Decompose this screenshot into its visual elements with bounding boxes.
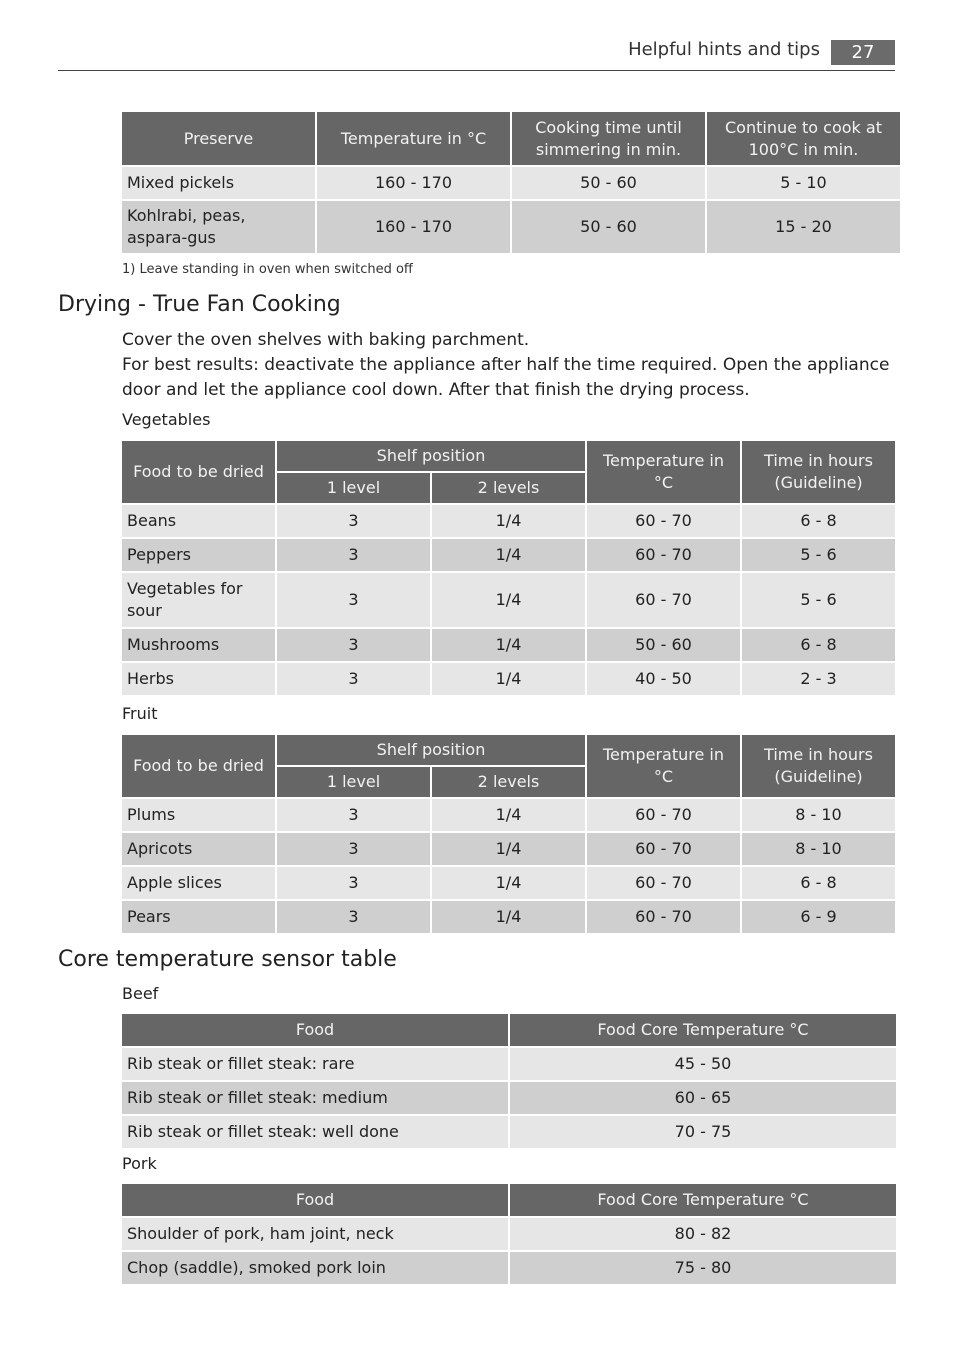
preserve-header-cell: Cooking time until simmering in min. (512, 112, 705, 165)
table-cell: Peppers (122, 539, 275, 571)
table-cell: 1/4 (432, 833, 585, 865)
table-cell: Plums (122, 799, 275, 831)
table-cell: 1/4 (432, 573, 585, 627)
table-cell: 70 - 75 (510, 1116, 896, 1148)
table-cell: 60 - 70 (587, 867, 740, 899)
header-food: Food (122, 1184, 508, 1216)
header-core-temperature: Food Core Temperature °C (510, 1014, 896, 1046)
table-cell: 15 - 20 (707, 201, 900, 253)
table-cell: 160 - 170 (317, 201, 510, 253)
table-row (122, 1082, 896, 1114)
drying-instruction: For best results: deactivate the appliance after half the time required. Open the appliance door and let the appliance cool down. After that finish the drying process. (122, 355, 890, 400)
table-row (122, 663, 895, 695)
header-1-level: 1 level (277, 473, 430, 503)
page-number: 27 (831, 40, 895, 65)
table-row (122, 867, 895, 899)
subheading-pork: Pork (122, 1154, 157, 1173)
subheading-beef: Beef (122, 984, 159, 1003)
subheading-vegetables: Vegetables (122, 410, 211, 429)
table-cell: 8 - 10 (742, 799, 895, 831)
header-core-temperature: Food Core Temperature °C (510, 1184, 896, 1216)
header-temperature: Temperature in °C (587, 441, 740, 503)
table-row (122, 539, 895, 571)
table-cell: Rib steak or fillet steak: well done (122, 1116, 508, 1148)
running-header-title: Helpful hints and tips (628, 39, 820, 60)
table-row (122, 901, 895, 933)
table-cell: 60 - 70 (587, 573, 740, 627)
table-cell: Herbs (122, 663, 275, 695)
table-cell: 6 - 8 (742, 867, 895, 899)
table-cell: 45 - 50 (510, 1048, 896, 1080)
preserve-header-cell: Preserve (122, 112, 315, 165)
table-cell: 1/4 (432, 901, 585, 933)
table-cell: 80 - 82 (510, 1218, 896, 1250)
table-cell: 3 (277, 573, 430, 627)
table-cell: 60 - 70 (587, 833, 740, 865)
table-cell: 5 - 6 (742, 539, 895, 571)
table-cell: 50 - 60 (512, 167, 705, 199)
table-cell: 60 - 70 (587, 505, 740, 537)
table-cell: Pears (122, 901, 275, 933)
table-cell: 1/4 (432, 629, 585, 661)
table-row (122, 1218, 896, 1250)
fruit-table (120, 733, 897, 935)
table-cell: 8 - 10 (742, 833, 895, 865)
table-cell: 1/4 (432, 539, 585, 571)
table-row (122, 573, 895, 627)
table-row (122, 833, 895, 865)
table-cell: 3 (277, 901, 430, 933)
subheading-fruit: Fruit (122, 704, 158, 723)
table-cell: Shoulder of pork, ham joint, neck (122, 1218, 508, 1250)
header-time: Time in hours (Guideline) (742, 735, 895, 797)
preserve-table (120, 110, 902, 255)
header-food: Food (122, 1014, 508, 1046)
preserve-header-cell: Temperature in °C (317, 112, 510, 165)
table-cell: 3 (277, 867, 430, 899)
table-cell: 6 - 8 (742, 505, 895, 537)
table-cell: 2 - 3 (742, 663, 895, 695)
header-time: Time in hours (Guideline) (742, 441, 895, 503)
table-row (122, 1116, 896, 1148)
footnote: 1) Leave standing in oven when switched off (122, 262, 413, 277)
table-cell: 6 - 8 (742, 629, 895, 661)
table-cell: Apple slices (122, 867, 275, 899)
header-shelf-position: Shelf position (277, 735, 585, 765)
table-cell: Beans (122, 505, 275, 537)
table-cell: 6 - 9 (742, 901, 895, 933)
table-cell: 75 - 80 (510, 1252, 896, 1284)
table-row (122, 629, 895, 661)
table-cell: 50 - 60 (587, 629, 740, 661)
beef-table (120, 1012, 898, 1150)
table-cell: 50 - 60 (512, 201, 705, 253)
table-cell: 60 - 65 (510, 1082, 896, 1114)
table-cell: Apricots (122, 833, 275, 865)
table-cell: 5 - 6 (742, 573, 895, 627)
table-cell: 40 - 50 (587, 663, 740, 695)
table-row (122, 1252, 896, 1284)
table-cell: Mushrooms (122, 629, 275, 661)
header-temperature: Temperature in °C (587, 735, 740, 797)
table-cell: 3 (277, 505, 430, 537)
header-2-levels: 2 levels (432, 473, 585, 503)
table-cell: 1/4 (432, 867, 585, 899)
header-food: Food to be dried (122, 735, 275, 797)
section-heading-core-temperature: Core temperature sensor table (58, 947, 397, 972)
table-cell: 1/4 (432, 505, 585, 537)
table-row (122, 799, 895, 831)
table-row (122, 505, 895, 537)
table-cell: Kohlrabi, peas, aspara-gus (122, 201, 315, 253)
table-cell: Chop (saddle), smoked pork loin (122, 1252, 508, 1284)
table-cell: 3 (277, 629, 430, 661)
table-cell: 60 - 70 (587, 901, 740, 933)
drying-instruction: Cover the oven shelves with baking parchment. (122, 330, 530, 350)
vegetables-table (120, 439, 897, 697)
header-food: Food to be dried (122, 441, 275, 503)
table-cell: 3 (277, 539, 430, 571)
table-cell: Vegetables for sour (122, 573, 275, 627)
table-cell: Mixed pickels (122, 167, 315, 199)
table-cell: 1/4 (432, 799, 585, 831)
table-cell: 3 (277, 833, 430, 865)
table-cell: Rib steak or fillet steak: rare (122, 1048, 508, 1080)
table-cell: 160 - 170 (317, 167, 510, 199)
table-cell: 60 - 70 (587, 539, 740, 571)
table-cell: 5 - 10 (707, 167, 900, 199)
header-2-levels: 2 levels (432, 767, 585, 797)
table-row (122, 201, 900, 253)
section-heading-drying: Drying - True Fan Cooking (58, 292, 341, 317)
preserve-header-cell: Continue to cook at 100°C in min. (707, 112, 900, 165)
table-cell: 1/4 (432, 663, 585, 695)
table-cell: 60 - 70 (587, 799, 740, 831)
table-cell: 3 (277, 799, 430, 831)
table-cell: Rib steak or fillet steak: medium (122, 1082, 508, 1114)
header-divider (58, 70, 895, 71)
pork-table (120, 1182, 898, 1286)
table-cell: 3 (277, 663, 430, 695)
table-row (122, 167, 900, 199)
header-1-level: 1 level (277, 767, 430, 797)
header-shelf-position: Shelf position (277, 441, 585, 471)
table-row (122, 1048, 896, 1080)
